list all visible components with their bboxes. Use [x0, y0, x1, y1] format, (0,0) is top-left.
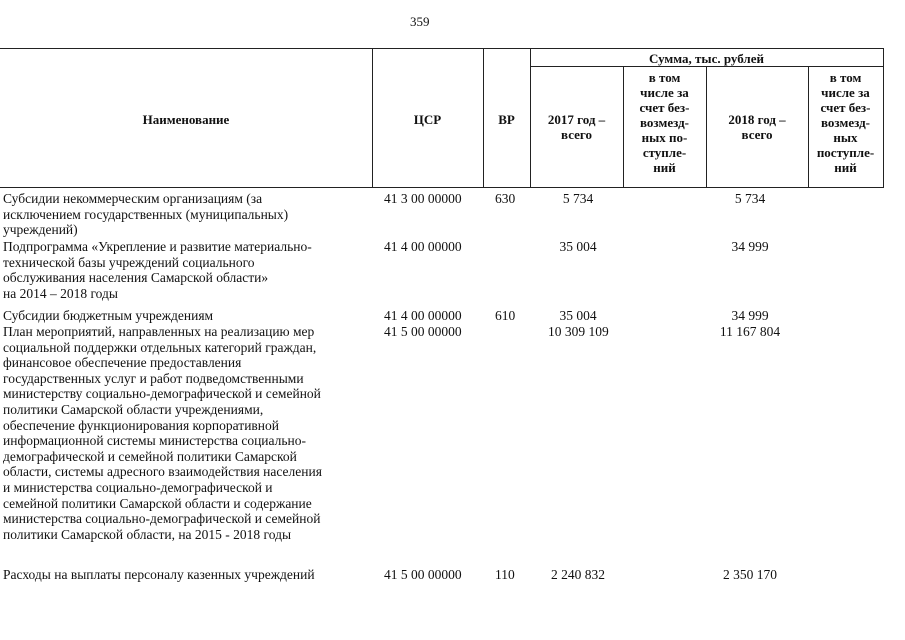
row-name-line: Субсидии некоммерческим организациям (за: [3, 191, 263, 206]
row-total-2017: 2 240 832: [551, 567, 605, 582]
row-csr: 41 4 00 00000: [384, 308, 462, 323]
header-line: поступле-: [816, 145, 875, 160]
header-line: числе за: [821, 85, 870, 100]
header-line: ных по-: [641, 130, 688, 145]
row-name-line: социальной поддержки отдельных категорий граждан,: [3, 339, 317, 355]
row-name-line: демографической и семейной политики Самарской: [3, 448, 297, 464]
row-name-line: государственных услуг и работ подведомственными: [3, 370, 304, 386]
row-vr: 630: [495, 191, 516, 206]
header-bottom-border: [0, 187, 883, 188]
row-name-line: министерства социально-демографической и семейной: [3, 511, 321, 527]
header-vr: ВР: [498, 112, 515, 127]
row-csr: 41 5 00 00000: [384, 324, 462, 339]
header-line: возмезд-: [821, 115, 870, 130]
header-line: 2018 год –: [728, 112, 786, 127]
row-name-line: финансовое обеспечение предоставления: [3, 355, 242, 371]
row-name-line: Расходы на выплаты персоналу казенных учреждений: [3, 567, 315, 582]
row-name-line: учреждений): [3, 222, 78, 238]
header-total-2018: [706, 112, 808, 142]
row-total-2018: 34 999: [731, 239, 769, 254]
header-line: ний: [653, 160, 676, 175]
row-name-line: План мероприятий, направленных на реализацию мер: [3, 324, 315, 339]
row-name-line: области, системы адресного взаимодействия населения: [3, 464, 322, 480]
header-csr: ЦСР: [413, 112, 442, 127]
row-name-line: обслуживания населения Самарской области»: [3, 270, 269, 286]
header-line: всего: [561, 127, 592, 142]
header-line: числе за: [640, 85, 689, 100]
header-grants-2018: [808, 70, 883, 175]
row-name: [3, 239, 371, 301]
row-name-line: и министерства социально-демографической и: [3, 479, 273, 495]
row-name-line: информационной системы министерства социально-: [3, 433, 306, 449]
row-total-2017: 35 004: [559, 308, 597, 323]
header-total-2017: [530, 112, 623, 142]
row-name-line: исключением государственных (муниципальных): [3, 206, 289, 222]
page-number: 359: [410, 14, 430, 29]
row-name: [3, 567, 371, 583]
header-top-border: [0, 48, 883, 49]
header-line: счет без-: [639, 100, 690, 115]
row-vr: 610: [495, 308, 516, 323]
row-name-line: семейной политики Самарской области и содержание: [3, 495, 312, 511]
row-vr: 110: [495, 567, 515, 582]
row-total-2018: 5 734: [734, 191, 766, 206]
row-total-2017: 5 734: [562, 191, 594, 206]
row-name-line: политики Самарской области учреждениями,: [3, 401, 264, 417]
header-line: ступле-: [642, 145, 687, 160]
row-total-2018: 11 167 804: [719, 324, 781, 339]
header-sum-group: Сумма, тыс. рублей: [649, 51, 764, 66]
row-csr: 41 5 00 00000: [384, 567, 462, 582]
header-line: возмезд-: [640, 115, 689, 130]
row-name-line: технической базы учреждений социального: [3, 254, 255, 270]
header-line: в том: [648, 70, 681, 85]
row-name-line: Субсидии бюджетным учреждениям: [3, 308, 214, 323]
header-line: ных: [833, 130, 858, 145]
row-name-line: министерству социально-демографической и семейной: [3, 386, 321, 402]
row-csr: 41 4 00 00000: [384, 239, 462, 254]
header-line: 2017 год –: [547, 112, 606, 127]
row-name-line: обеспечение функционирования корпоративной: [3, 417, 279, 433]
row-total-2017: 35 004: [559, 239, 597, 254]
row-name: [3, 191, 371, 238]
row-name: [3, 308, 371, 324]
row-name-line: на 2014 – 2018 годы: [3, 285, 118, 301]
header-line: ний: [834, 160, 857, 175]
row-name: [3, 324, 371, 542]
header-line: всего: [741, 127, 773, 142]
header-line: в том: [829, 70, 862, 85]
header-line: счет без-: [820, 100, 871, 115]
col-divider-7: [883, 48, 884, 188]
row-total-2018: 34 999: [731, 308, 769, 323]
header-name: Наименование: [142, 112, 230, 127]
header-grants-2017: [623, 70, 706, 175]
row-total-2017: 10 309 109: [548, 324, 609, 339]
row-name-line: Подпрограмма «Укрепление и развитие материально-: [3, 239, 312, 254]
row-name-line: политики Самарской области, на 2015 - 2018 годы: [3, 526, 292, 542]
row-total-2018: 2 350 170: [723, 567, 777, 582]
row-csr: 41 3 00 00000: [384, 191, 462, 206]
